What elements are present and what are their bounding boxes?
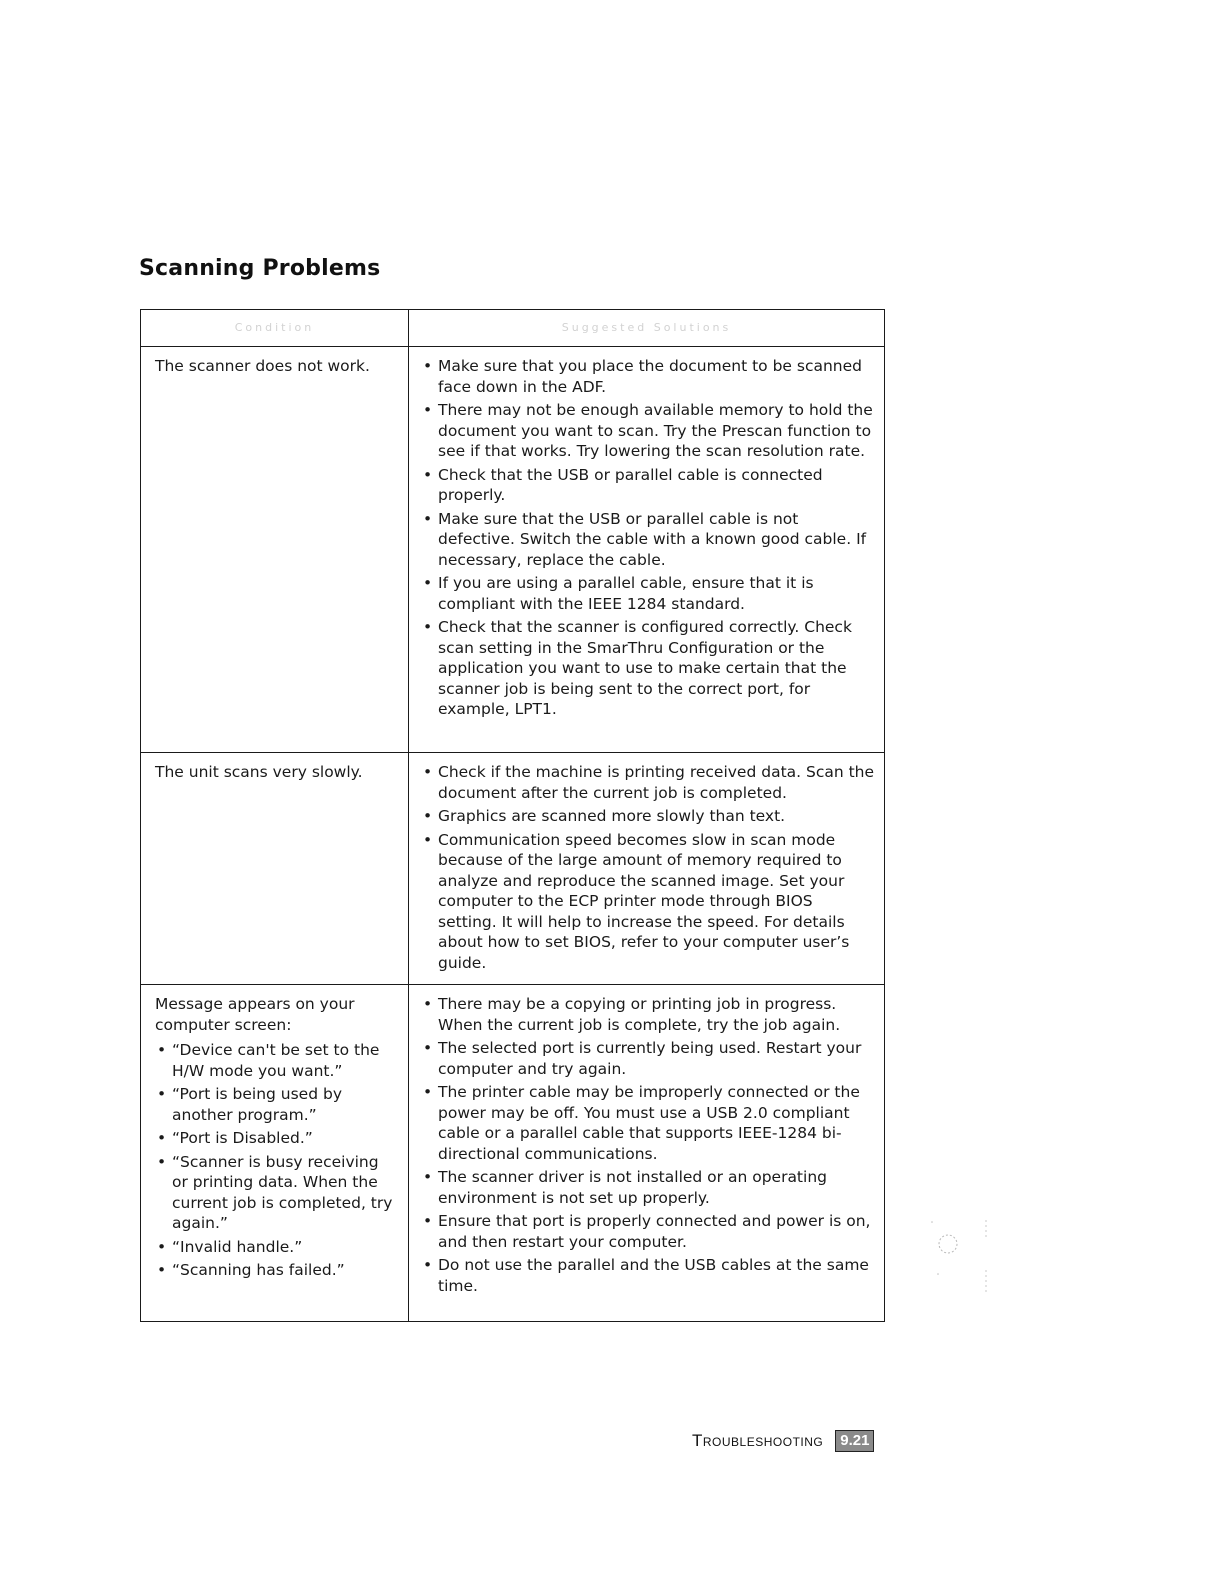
error-message-item: • “Port is being used by another program.” — [155, 1084, 398, 1125]
solution-item: • If you are using a parallel cable, ensure that it is compliant with the IEEE 1284 standard. — [421, 573, 876, 614]
solution-item: • Ensure that port is properly connected and power is on, and then restart your computer. — [421, 1211, 876, 1252]
solutions-cell — [409, 347, 885, 753]
header-condition: Condition — [141, 310, 409, 347]
condition-text: Message appears on your computer screen: — [155, 995, 355, 1034]
solution-item: • The scanner driver is not installed or an operating environment is not set up properly. — [421, 1167, 876, 1208]
condition-cell — [141, 753, 409, 985]
error-message-item: • “Scanner is busy receiving or printing data. When the current job is completed, try again.” — [155, 1152, 398, 1234]
table-row — [141, 753, 885, 985]
solution-item: • The selected port is currently being used. Restart your computer and try again. — [421, 1038, 876, 1079]
page-footer — [692, 1430, 874, 1452]
solutions-cell — [409, 753, 885, 985]
solutions-list — [421, 762, 876, 973]
error-message-item: • “Device can't be set to the H/W mode you want.” — [155, 1040, 398, 1081]
solution-item: • There may not be enough available memory to hold the document you want to scan. Try the Prescan function to see if that works. Try lowering the scan resolution rate. — [421, 400, 876, 462]
error-message-item: • “Invalid handle.” — [155, 1237, 398, 1258]
error-message-list — [155, 1040, 398, 1281]
troubleshooting-table — [140, 309, 885, 1322]
solution-item: • Communication speed becomes slow in scan mode because of the large amount of memory required to analyze and reproduce the scanned image. Set your computer to the ECP printer mode through BIOS setting. It will help to increase the speed. For details about how to set BIOS, refer to your computer user’s guide. — [421, 830, 876, 974]
section-title: Scanning Problems — [139, 256, 381, 281]
solution-item: • Make sure that you place the document to be scanned face down in the ADF. — [421, 356, 876, 397]
table-row — [141, 347, 885, 753]
table-row — [141, 985, 885, 1322]
condition-cell — [141, 985, 409, 1322]
header-solutions: Suggested Solutions — [409, 310, 885, 347]
solution-item: • Check that the scanner is configured correctly. Check scan setting in the SmarThru Configuration or the application you want to use to make certain that the scanner job is being sent to the correct port, for example, LPT1. — [421, 617, 876, 720]
table-header-row — [141, 310, 885, 347]
solutions-cell — [409, 985, 885, 1322]
solution-item: • There may be a copying or printing job in progress. When the current job is complete, try the job again. — [421, 994, 876, 1035]
solution-item: • The printer cable may be improperly connected or the power may be off. You must use a USB 2.0 compliant cable or a parallel cable that supports IEEE-1284 bi-directional communications. — [421, 1082, 876, 1164]
solutions-list — [421, 994, 876, 1296]
solution-item: • Graphics are scanned more slowly than text. — [421, 806, 876, 827]
error-message-item: • “Port is Disabled.” — [155, 1128, 398, 1149]
chapter-tab-mark-icon — [920, 1212, 990, 1302]
footer-section-label: Troubleshooting — [692, 1431, 824, 1450]
solution-item: • Do not use the parallel and the USB cables at the same time. — [421, 1255, 876, 1296]
page-number-badge: 9.21 — [835, 1430, 874, 1452]
solution-item: • Check that the USB or parallel cable is connected properly. — [421, 465, 876, 506]
solution-item: • Make sure that the USB or parallel cable is not defective. Switch the cable with a known good cable. If necessary, replace the cable. — [421, 509, 876, 571]
solutions-list — [421, 356, 876, 720]
condition-cell — [141, 347, 409, 753]
solution-item: • Check if the machine is printing received data. Scan the document after the current job is completed. — [421, 762, 876, 803]
condition-text: The scanner does not work. — [155, 357, 370, 375]
error-message-item: • “Scanning has failed.” — [155, 1260, 398, 1281]
condition-text: The unit scans very slowly. — [155, 763, 363, 781]
